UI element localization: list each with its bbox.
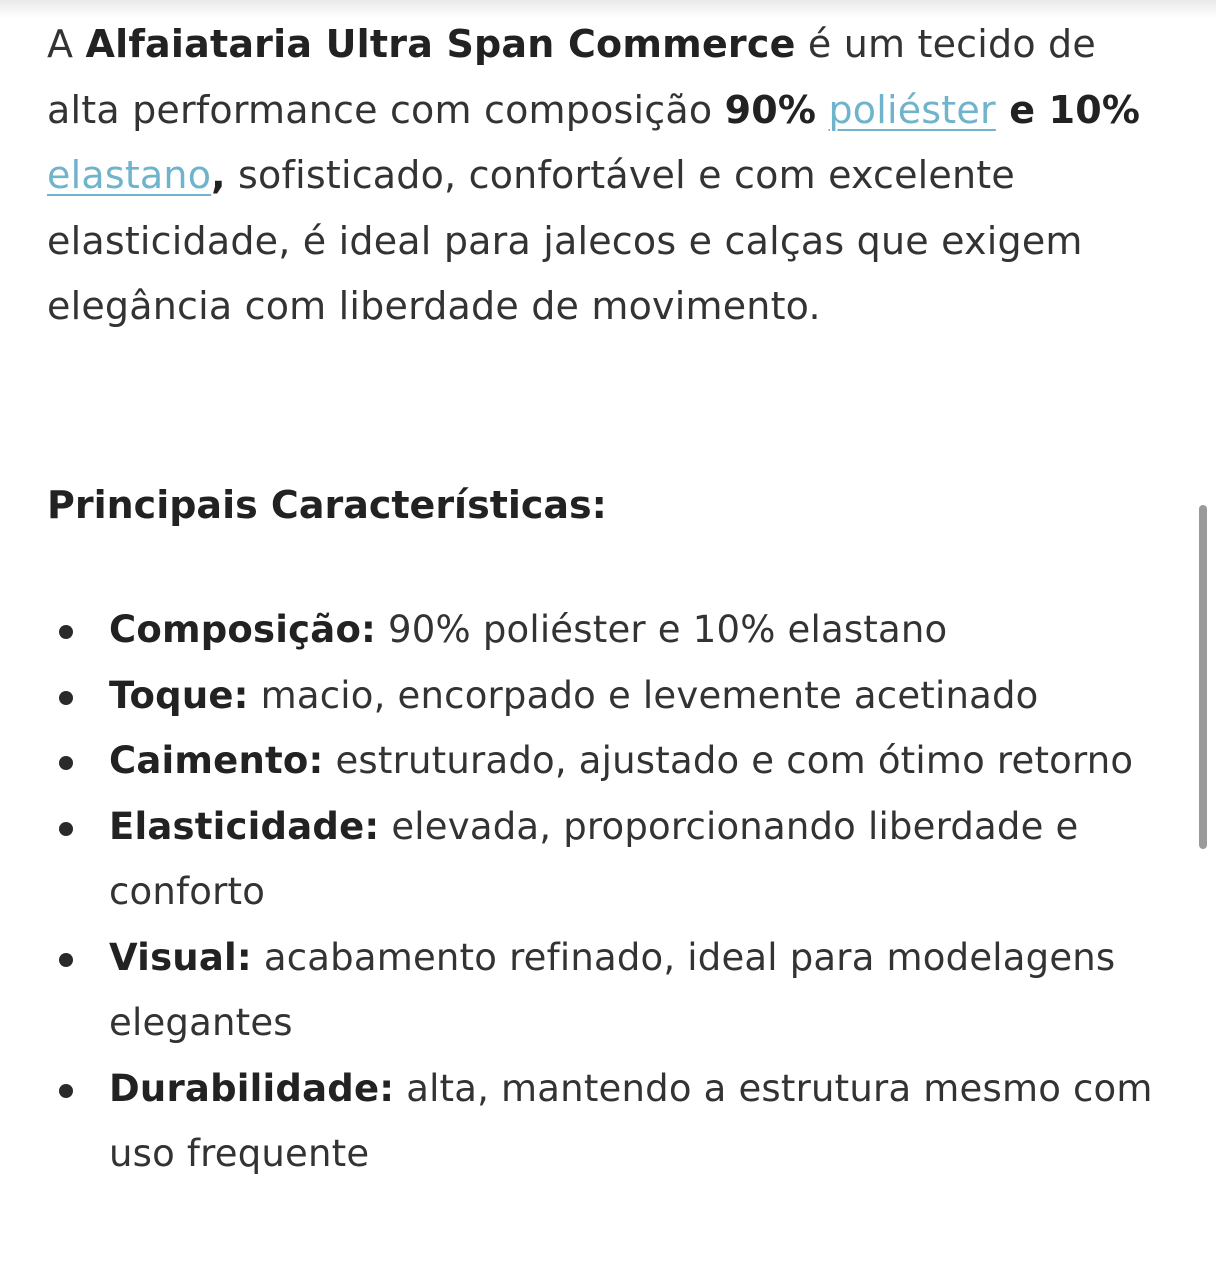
list-item-visual bbox=[47, 925, 1172, 1056]
bullet-icon bbox=[59, 822, 73, 836]
bullet-icon bbox=[59, 756, 73, 770]
feature-text: alta, mantendo a estrutura mesmo com uso frequente bbox=[109, 1066, 1153, 1175]
intro-comma: , bbox=[211, 153, 226, 197]
intro-paragraph bbox=[47, 12, 1172, 340]
polyester-link[interactable]: poliéster bbox=[828, 87, 996, 132]
bullet-icon bbox=[59, 1084, 73, 1098]
intro-prefix: A bbox=[47, 22, 86, 66]
elastane-percent: 10% bbox=[1048, 87, 1141, 132]
feature-label: Composição: bbox=[109, 608, 377, 651]
feature-label: Visual: bbox=[109, 935, 252, 979]
polyester-percent: 90% bbox=[724, 87, 817, 132]
feature-text: macio, encorpado e levemente acetinado bbox=[248, 673, 1039, 717]
bullet-icon bbox=[59, 953, 73, 967]
intro-connector: e bbox=[995, 87, 1049, 132]
product-description bbox=[47, 12, 1172, 1175]
list-item-toque bbox=[47, 663, 1172, 729]
vertical-scrollbar[interactable] bbox=[1199, 505, 1207, 849]
feature-text: acabamento refinado, ideal para modelagens elegantes bbox=[109, 935, 1116, 1044]
elastane-link[interactable]: elastano bbox=[47, 153, 212, 197]
list-item-durabilidade bbox=[47, 1056, 1172, 1187]
list-item-elasticidade bbox=[47, 794, 1172, 925]
features-list bbox=[47, 597, 1172, 1187]
feature-text: elevada, proporcionando liberdade e conforto bbox=[109, 804, 1079, 913]
product-name: Alfaiataria Ultra Span Commerce bbox=[85, 22, 796, 66]
bullet-icon bbox=[59, 625, 73, 639]
section-title: Principais Características: bbox=[47, 483, 607, 527]
feature-text: estruturado, ajustado e com ótimo retorno bbox=[323, 739, 1134, 782]
feature-label: Toque: bbox=[109, 673, 249, 717]
list-item-caimento bbox=[47, 728, 1172, 794]
intro-text-1: é um tecido de alta performance com composição bbox=[47, 22, 1096, 132]
feature-label: Elasticidade: bbox=[109, 804, 380, 848]
feature-label: Durabilidade: bbox=[109, 1066, 395, 1110]
feature-label: Caimento: bbox=[109, 739, 324, 782]
intro-text-2: sofisticado, confortável e com excelente elasticidade, é ideal para jalecos e calças que exigem elegância com liberdade de movimento. bbox=[47, 153, 1083, 328]
list-item-composicao bbox=[47, 597, 1172, 663]
bullet-icon bbox=[59, 691, 73, 705]
feature-text: 90% poliéster e 10% elastano bbox=[376, 608, 948, 651]
